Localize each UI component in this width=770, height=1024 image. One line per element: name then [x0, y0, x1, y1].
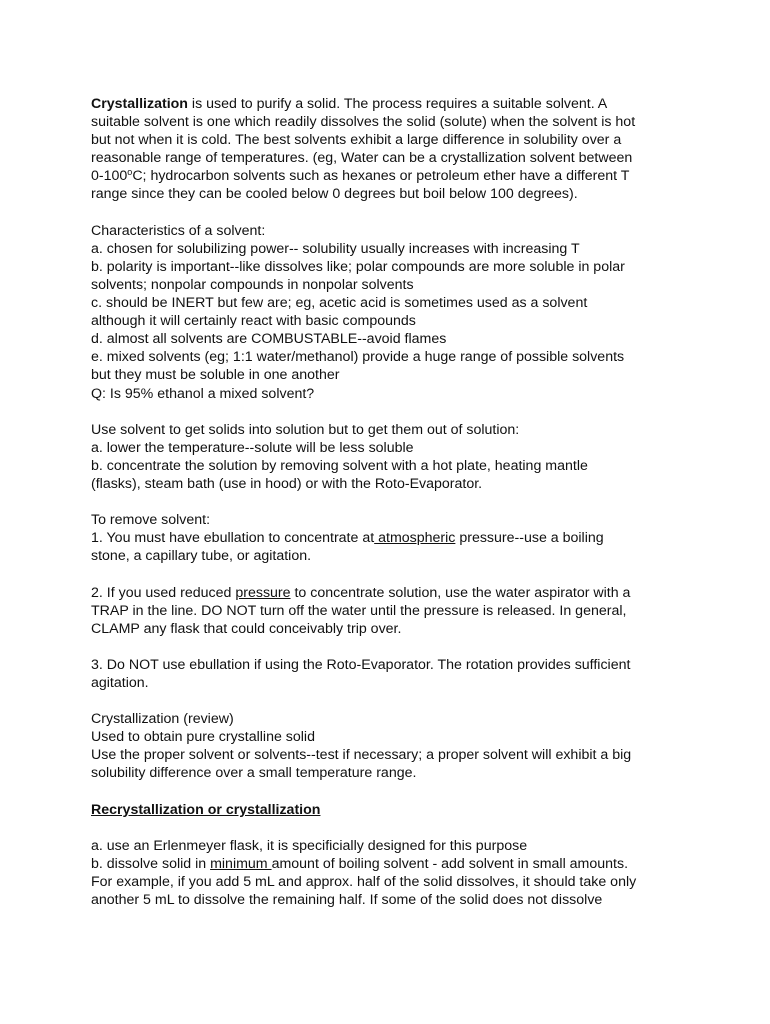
- intro-line: reasonable range of temperatures. (eg, Water can be a crystallization solvent between: [91, 150, 633, 167]
- step2-line: TRAP in the line. DO NOT turn off the water until the pressure is released. In general,: [91, 602, 627, 619]
- recrystallization-heading-paragraph: [91, 801, 691, 819]
- step3-line: agitation.: [91, 675, 149, 691]
- remove-solvent-step3: [91, 656, 691, 692]
- use-solvent-line: Use solvent to get solids into solution but to get them out of solution:: [91, 421, 520, 438]
- review-line: Use the proper solvent or solvents--test if necessary; a proper solvent will exhibit a big: [91, 747, 632, 764]
- recrystallization-line: For example, if you add 5 mL and approx. half of the solid dissolves, it should take only: [91, 874, 637, 891]
- remove-solvent-step1: [91, 511, 691, 565]
- step2-line: CLAMP any flask that could conceivably trip over.: [91, 620, 402, 637]
- recrystallization-line: a. use an Erlenmeyer flask, it is specificially designed for this purpose: [91, 837, 528, 854]
- use-solvent-line: a. lower the temperature--solute will be less soluble: [91, 439, 414, 456]
- characteristics-line: but they must be soluble in one another: [91, 367, 340, 384]
- step3-line: 3. Do NOT use ebullation if using the Roto-Evaporator. The rotation provides sufficient: [91, 656, 631, 673]
- review-line: solubility difference over a small temperature range.: [91, 765, 417, 782]
- characteristics-paragraph: [91, 222, 691, 403]
- intro-line: suitable solvent is one which readily dissolves the solid (solute) when the solvent is hot: [91, 114, 636, 131]
- remove-solvent-heading: To remove solvent:: [91, 512, 211, 529]
- degree-superscript: o: [127, 167, 133, 178]
- intro-line: 0-100$^o$C; hydrocarbon solvents such as hexanes or petroleum ether have a different T: [91, 167, 630, 185]
- atmospheric-underlined: atmospheric: [374, 530, 456, 547]
- recrystallization-heading: Recrystallization or crystallization: [91, 801, 321, 818]
- characteristics-line: b. polarity is important--like dissolves like; polar compounds are more soluble in polar: [91, 258, 625, 275]
- pressure-underlined: pressure: [235, 584, 291, 601]
- characteristics-line: c. should be INERT but few are; eg, acetic acid is sometimes used as a solvent: [91, 295, 588, 312]
- use-solvent-line: b. concentrate the solution by removing solvent with a hot plate, heating mantle: [91, 457, 588, 474]
- recrystallization-steps: [91, 837, 691, 909]
- step1-line: stone, a capillary tube, or agitation.: [91, 548, 312, 565]
- question-line: Q: Is 95% ethanol a mixed solvent?: [91, 385, 315, 402]
- step1-line: 1. You must have ebullation to concentrate at atmospheric pressure--use a boiling: [91, 530, 604, 547]
- characteristics-line: e. mixed solvents (eg; 1:1 water/methanol) provide a huge range of possible solvents: [91, 349, 625, 366]
- characteristics-line: although it will certainly react with basic compounds: [91, 313, 416, 330]
- review-line: Crystallization (review): [91, 711, 234, 728]
- remove-solvent-step2: [91, 584, 691, 638]
- review-line: Used to obtain pure crystalline solid: [91, 729, 315, 746]
- intro-paragraph: [91, 95, 691, 204]
- characteristics-line: a. chosen for solubilizing power-- solubility usually increases with increasing T: [91, 240, 580, 257]
- characteristics-heading: Characteristics of a solvent:: [91, 222, 266, 239]
- minimum-underlined: minimum: [210, 855, 272, 872]
- document-page: [91, 95, 691, 927]
- characteristics-line: solvents; nonpolar compounds in nonpolar solvents: [91, 276, 414, 293]
- characteristics-line: d. almost all solvents are COMBUSTABLE--avoid flames: [91, 331, 447, 348]
- intro-line: but not when it is cold. The best solvents exhibit a large difference in solubility over a: [91, 132, 622, 149]
- recrystallization-line: b. dissolve solid in minimum amount of boiling solvent - add solvent in small amounts.: [91, 855, 629, 872]
- recrystallization-line: another 5 mL to dissolve the remaining half. If some of the solid does not dissolve: [91, 892, 603, 909]
- intro-line: range since they can be cooled below 0 degrees but boil below 100 degrees).: [91, 186, 578, 203]
- use-solvent-line: (flasks), steam bath (use in hood) or with the Roto-Evaporator.: [91, 475, 483, 492]
- intro-line: Crystallization is used to purify a solid. The process requires a suitable solvent. A: [91, 96, 608, 112]
- review-paragraph: [91, 710, 691, 782]
- crystallization-term: Crystallization: [91, 96, 188, 112]
- step2-line: 2. If you used reduced pressure to concentrate solution, use the water aspirator with a: [91, 584, 631, 601]
- use-solvent-paragraph: [91, 421, 691, 493]
